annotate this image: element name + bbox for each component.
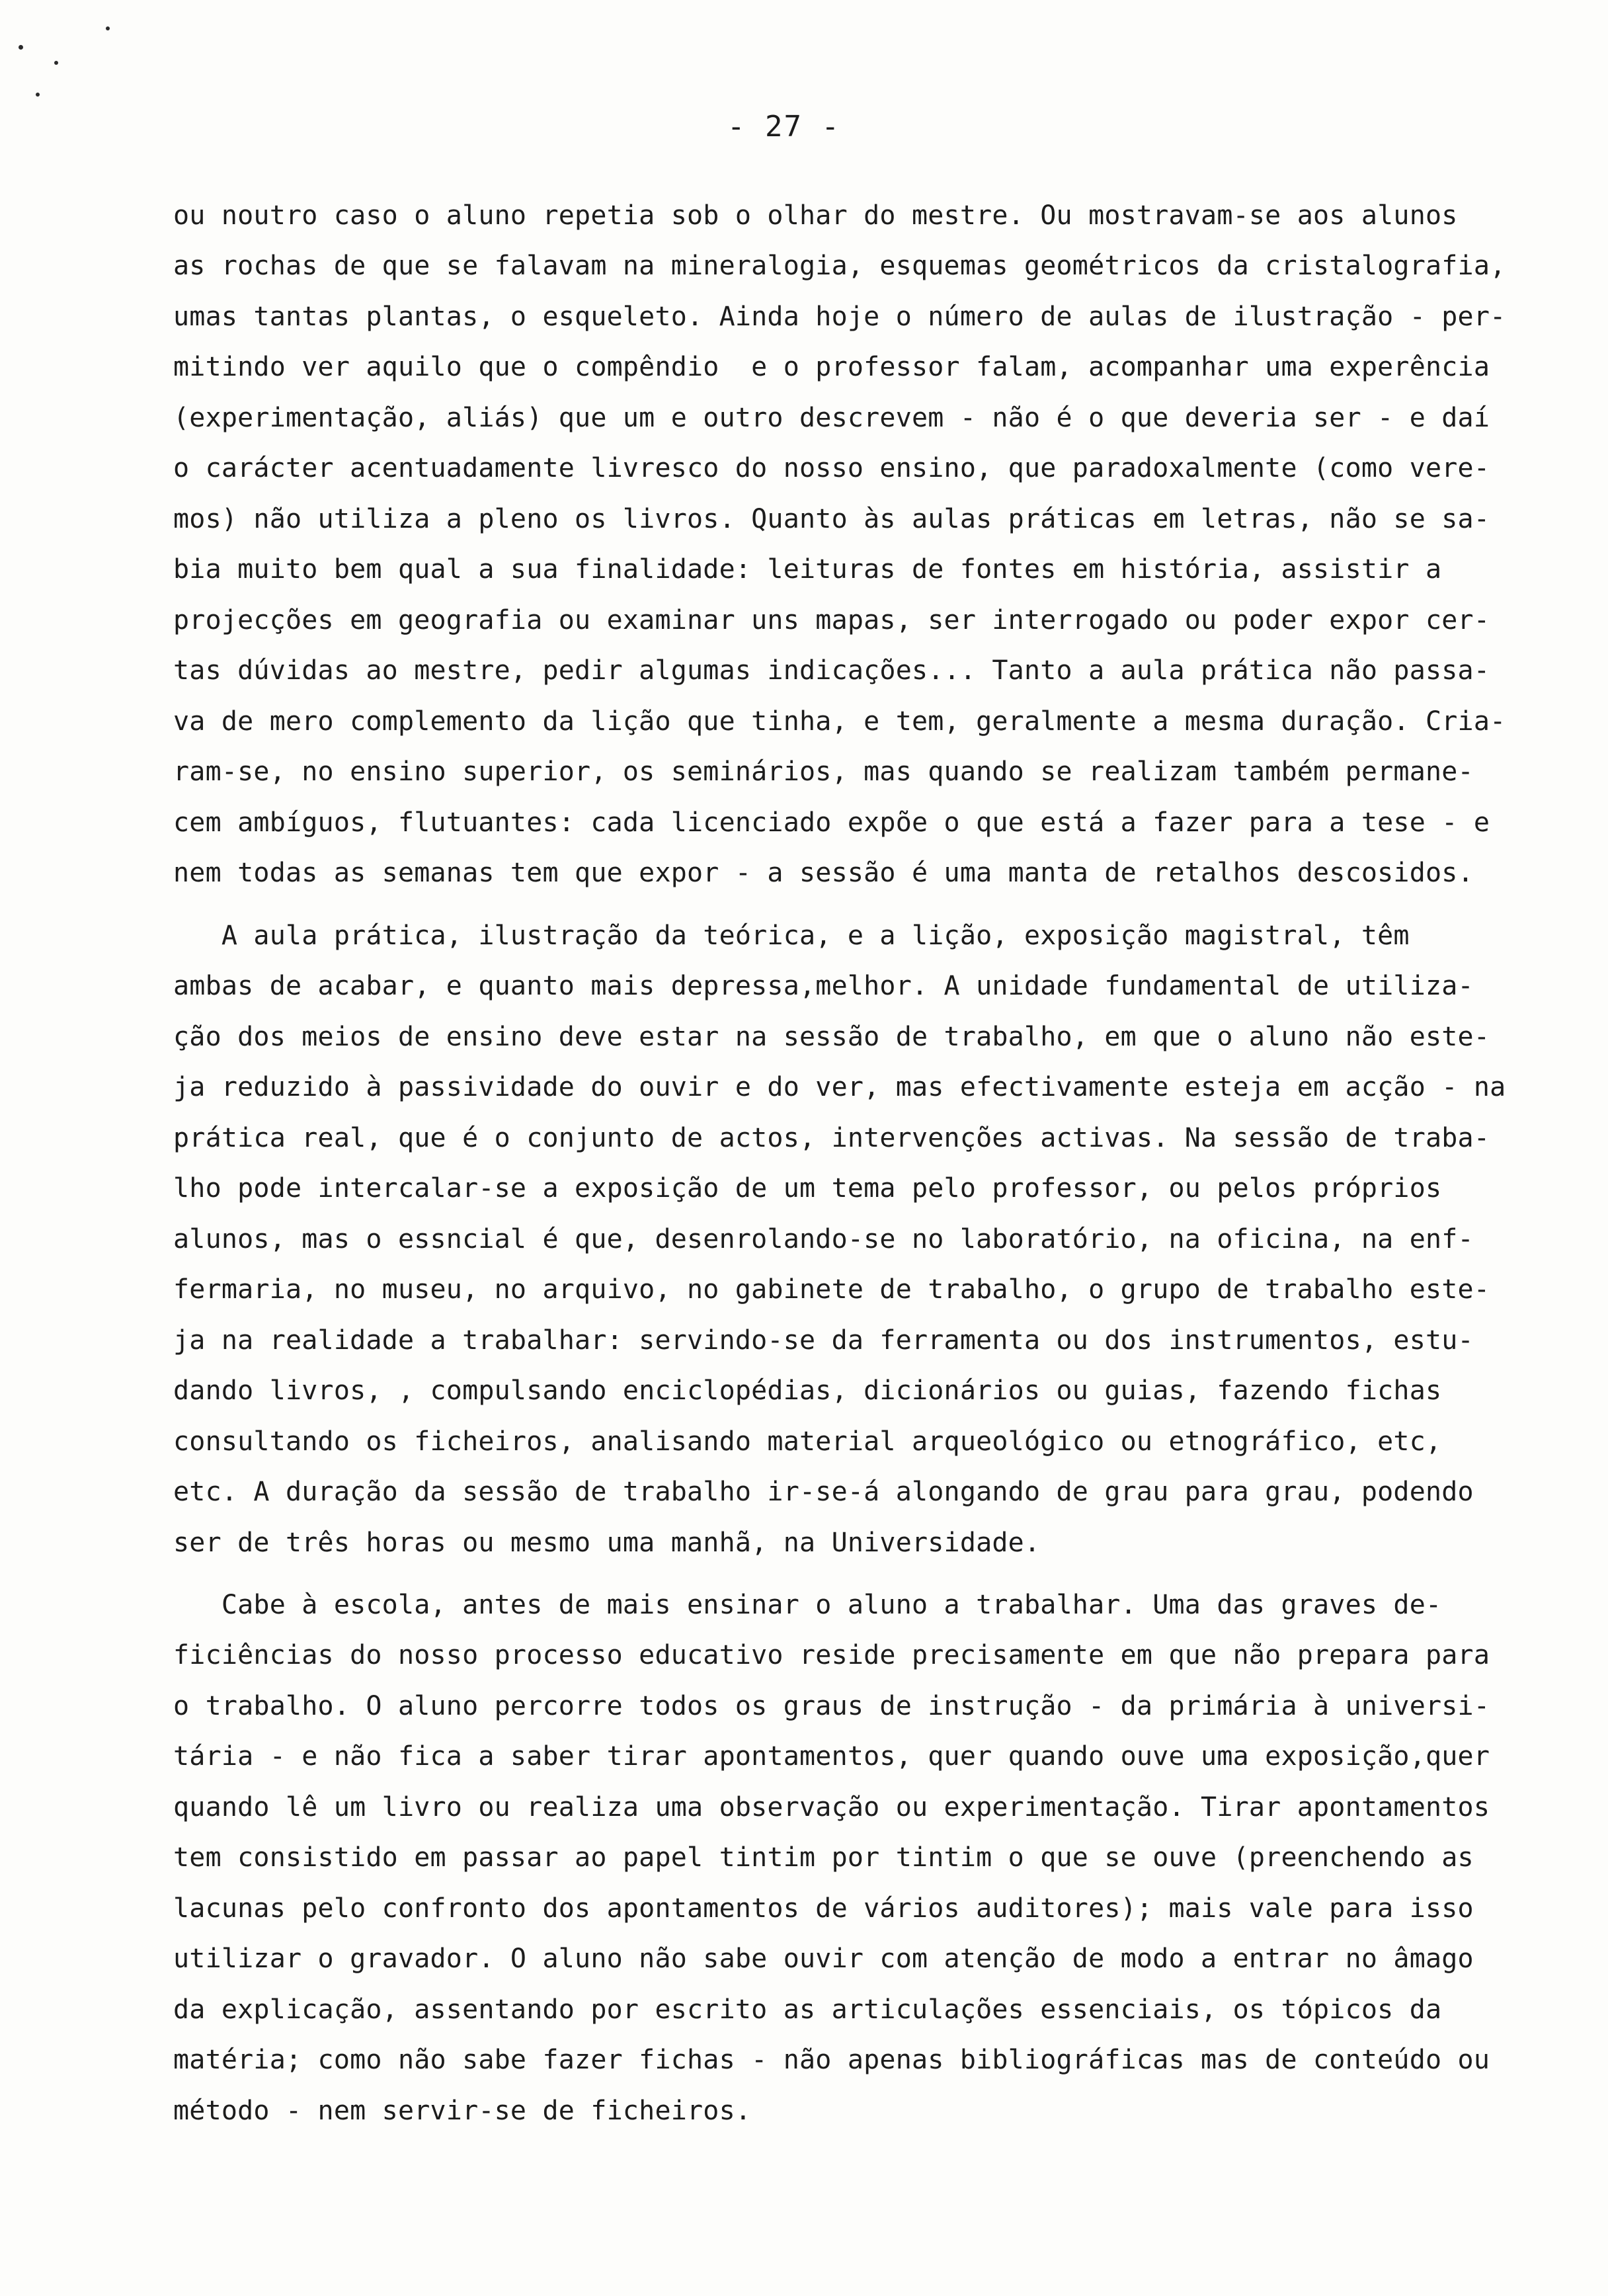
text-line: nem todas as semanas tem que expor - a sessão é uma manta de retalhos descosidos.	[173, 858, 1474, 888]
text-line: lacunas pelo confronto dos apontamentos de vários auditores); mais vale para isso	[173, 1893, 1474, 1924]
text-line: ficiências do nosso processo educativo reside precisamente em que não prepara para	[173, 1640, 1490, 1670]
text-line: ção dos meios de ensino deve estar na sessão de trabalho, em que o aluno não este-	[173, 1022, 1490, 1052]
text-line: cem ambíguos, flutuantes: cada licenciado expõe o que está a fazer para a tese - e	[173, 807, 1490, 838]
text-line: projecções em geografia ou examinar uns mapas, ser interrogado ou poder expor cer-	[173, 605, 1490, 636]
text-line: dando livros, , compulsando enciclopédias, dicionários ou guias, fazendo fichas	[173, 1375, 1442, 1406]
scan-speck	[106, 26, 110, 30]
text-line: fermaria, no museu, no arquivo, no gabinete de trabalho, o grupo de trabalho este-	[173, 1274, 1490, 1305]
text-line: matéria; como não sabe fazer fichas - não apenas bibliográficas mas de conteúdo ou	[173, 2045, 1490, 2075]
text-line: lho pode intercalar-se a exposição de um tema pelo professor, ou pelos próprios	[173, 1173, 1442, 1204]
text-line: etc. A duração da sessão de trabalho ir-se-á alongando de grau para grau, podendo	[173, 1477, 1474, 1507]
text-line: ja reduzido à passividade do ouvir e do ver, mas efectivamente esteja em acção - na	[173, 1072, 1506, 1102]
text-line: umas tantas plantas, o esqueleto. Ainda hoje o número de aulas de ilustração - per-	[173, 302, 1506, 332]
text-line: (experimentação, aliás) que um e outro descrevem - não é o que deveria ser - e daí	[173, 403, 1490, 433]
text-line: tária - e não fica a saber tirar apontamentos, quer quando ouve uma exposição,quer	[173, 1741, 1490, 1772]
text-line: mos) não utiliza a pleno os livros. Quanto às aulas práticas em letras, não se sa-	[173, 504, 1490, 534]
text-line: o trabalho. O aluno percorre todos os graus de instrução - da primária à universi-	[173, 1691, 1490, 1721]
text-line: da explicação, assentando por escrito as articulações essenciais, os tópicos da	[173, 1994, 1442, 2025]
text-line: ambas de acabar, e quanto mais depressa,melhor. A unidade fundamental de utiliza-	[173, 971, 1474, 1001]
text-line: A aula prática, ilustração da teórica, e a lição, exposição magistral, têm	[173, 921, 1410, 951]
scan-speck	[54, 61, 58, 65]
text-line: quando lê um livro ou realiza uma observação ou experimentação. Tirar apontamentos	[173, 1792, 1490, 1823]
text-line: ser de três horas ou mesmo uma manhã, na Universidade.	[173, 1528, 1041, 1558]
text-line: Cabe à escola, antes de mais ensinar o aluno a trabalhar. Uma das graves de-	[173, 1590, 1442, 1620]
page-number: - 27 -	[727, 110, 840, 144]
text-line: tas dúvidas ao mestre, pedir algumas indicações... Tanto a aula prática não passa-	[173, 655, 1490, 686]
text-line: consultando os ficheiros, analisando material arqueológico ou etnográfico, etc,	[173, 1426, 1442, 1457]
text-line: bia muito bem qual a sua finalidade: leituras de fontes em história, assistir a	[173, 554, 1442, 585]
text-line: mitindo ver aquilo que o compêndio e o professor falam, acompanhar uma experência	[173, 352, 1490, 382]
text-line: o carácter acentuadamente livresco do nosso ensino, que paradoxalmente (como vere-	[173, 453, 1490, 483]
text-line: va de mero complemento da lição que tinha, e tem, geralmente a mesma duração. Cria-	[173, 706, 1506, 737]
text-line: alunos, mas o essncial é que, desenrolando-se no laboratório, na oficina, na enf-	[173, 1224, 1474, 1254]
text-line: as rochas de que se falavam na mineralogia, esquemas geométricos da cristalografia,	[173, 251, 1506, 281]
text-line: prática real, que é o conjunto de actos, intervenções activas. Na sessão de traba-	[173, 1123, 1490, 1153]
text-line: ou noutro caso o aluno repetia sob o olhar do mestre. Ou mostravam-se aos alunos	[173, 200, 1458, 231]
text-line: ja na realidade a trabalhar: servindo-se da ferramenta ou dos instrumentos, estu-	[173, 1325, 1474, 1356]
text-line: tem consistido em passar ao papel tintim por tintim o que se ouve (preenchendo as	[173, 1842, 1474, 1873]
text-line: ram-se, no ensino superior, os seminários, mas quando se realizam também permane-	[173, 757, 1474, 787]
scan-speck	[36, 93, 40, 97]
text-line: método - nem servir-se de ficheiros.	[173, 2096, 752, 2126]
scan-speck	[19, 45, 23, 50]
text-line: utilizar o gravador. O aluno não sabe ouvir com atenção de modo a entrar no âmago	[173, 1944, 1474, 1974]
